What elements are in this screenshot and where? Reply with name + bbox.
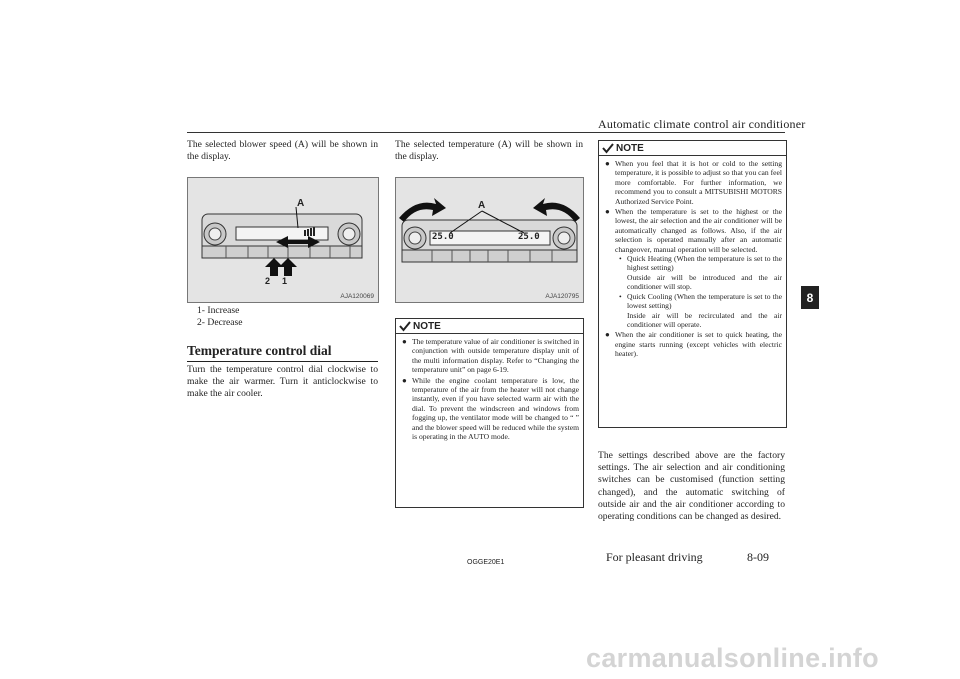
figure-code: AJA120795 <box>545 293 579 300</box>
document-code: OGGE20E1 <box>467 559 505 566</box>
temp-left-readout: 25.0 <box>432 232 454 242</box>
page-number: 8-09 <box>747 550 769 564</box>
bullet-icon: ● <box>402 375 407 385</box>
bullet-icon: ● <box>402 337 407 346</box>
blower-figure <box>187 177 379 303</box>
note-check-icon <box>602 143 614 154</box>
callout-2: 2 <box>265 276 271 286</box>
note-item: ● When you feel that it is hot or cold to the setting temperature, it is possible to adjust so that you can feel more comfortable. For further information, we recommend you to consult a MITSUBISHI MOTORS Authorized Service Point. <box>605 159 782 206</box>
callout-a: A <box>297 198 305 209</box>
temp-right-readout: 25.0 <box>518 232 540 242</box>
note-label: NOTE <box>413 320 441 332</box>
note-box <box>598 140 787 428</box>
bullet-icon: ● <box>605 159 610 168</box>
note-item: ● While the engine coolant temperature is low, the temperature of the air from the heater will not change instantly, even if you have selected warm air with the dial. To prevent the windscreen and windows from fogging up, the ventilator mode will be changed to “ ” and the blower speed will be reduced while the system is operating in the AUTO mode. <box>402 375 579 442</box>
legend-item: 2- Decrease <box>197 317 243 328</box>
sub-bullet-icon: • <box>619 254 622 264</box>
temperature-figure <box>395 177 584 303</box>
running-header: Automatic climate control air conditioner <box>598 117 806 131</box>
header-rule <box>187 132 785 133</box>
section-rule <box>187 361 378 362</box>
note-item: ● The temperature value of air conditioner is switched in conjunction with outside temperature display unit of the multi information display. Refer to “Changing the temperature unit” on page 6-19. <box>402 337 579 375</box>
temperature-panel-illustration <box>396 178 583 302</box>
watermark: carmanualsonline.info <box>586 643 879 673</box>
footer-section: For pleasant driving <box>606 550 703 564</box>
bullet-icon: ● <box>605 330 610 340</box>
temperature-dial-text: Turn the temperature control dial clockwise to make the air warmer. Turn it anticlockwise to make the air cooler. <box>187 364 378 400</box>
note-check-icon <box>399 321 411 332</box>
callout-a: A <box>478 200 486 211</box>
note-subitem: • Quick Heating (When the temperature is set to the highest setting) Outside air will be introduced and the air conditioner will stop. <box>619 254 782 292</box>
section-title: Temperature control dial <box>187 343 332 358</box>
chapter-tab: 8 <box>801 286 819 309</box>
legend-item: 1- Increase <box>197 305 240 316</box>
note-header <box>396 319 583 334</box>
factory-settings-text: The settings described above are the factory settings. The air selection and air conditioning switches can be customised (function setting changed), and the automatic switching of outside air and the air conditioner according to operating conditions can be changed as desired. <box>598 450 785 523</box>
note-header <box>599 141 786 156</box>
note-box <box>395 318 584 508</box>
blower-intro-text: The selected blower speed (A) will be shown in the display. <box>187 139 378 163</box>
bullet-icon: ● <box>605 207 610 217</box>
sub-bullet-icon: • <box>619 291 622 301</box>
callout-1: 1 <box>282 276 288 286</box>
note-item: ● When the temperature is set to the highest or the lowest, the air selection and the air conditioner will be automatically changed as follows. Also, if the air selection is operated manually after an automatic changeover, manual operation will be selected. • Quick Heating (When the temperature is set to the highest setting) Outside air will be introduced and the air conditioner will stop. • Quick Cooling (When the temperature is set to the lowest setting) Inside air will be recirculated and the air conditioner will operate. <box>605 207 782 329</box>
figure-code: AJA120069 <box>340 293 374 300</box>
temperature-intro-text: The selected temperature (A) will be shown in the display. <box>395 139 583 163</box>
callout-legend <box>194 305 243 329</box>
note-item: ● When the air conditioner is set to quick heating, the engine starts running (except vehicles with electric heater). <box>605 330 782 359</box>
note-subitem: • Quick Cooling (When the temperature is set to the lowest setting) Inside air will be recirculated and the air conditioner will operate. <box>619 291 782 329</box>
note-label: NOTE <box>616 142 644 154</box>
